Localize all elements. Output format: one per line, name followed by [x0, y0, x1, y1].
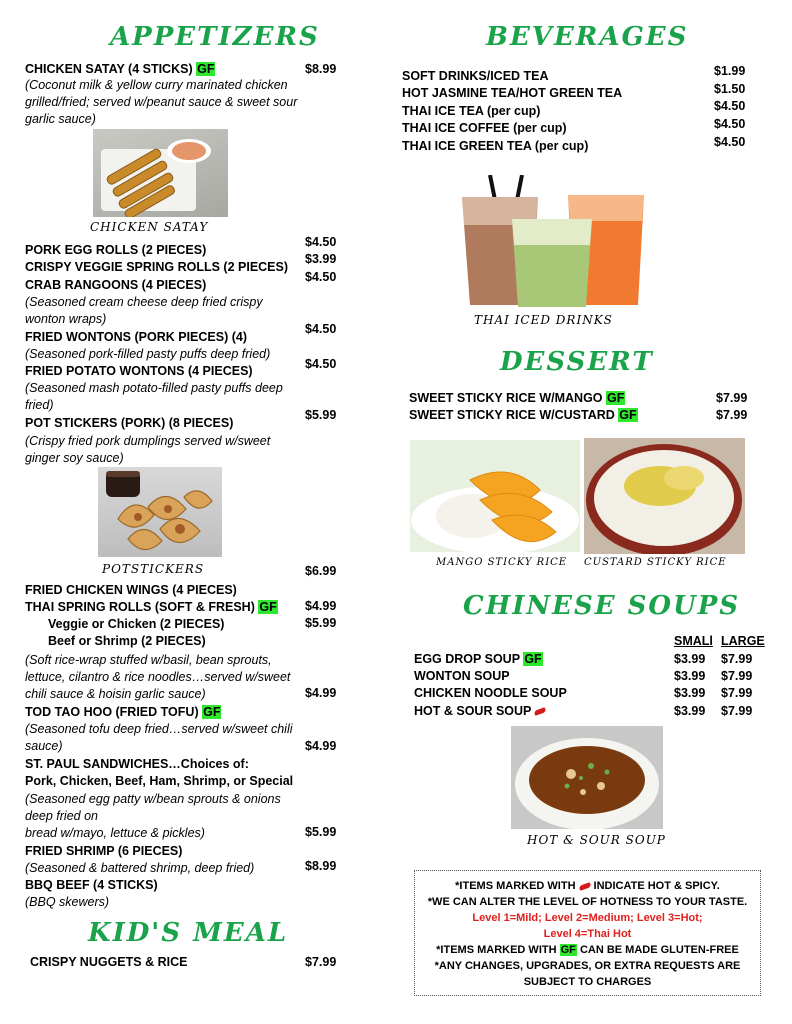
notes-line-spicy: *ITEMS MARKED WITH INDICATE HOT & SPICY.	[455, 880, 720, 892]
st-paul-sandwiches-desc: (Seasoned egg patty w/bean sprouts & onions deep fried on	[25, 792, 281, 823]
potstickers-caption: POTSTICKERS	[102, 562, 205, 576]
beverages-heading: BEVERAGES	[486, 22, 689, 52]
chicken-wings-price: $6.99	[305, 564, 337, 578]
beverage-price: $1.50	[714, 82, 746, 96]
potstickers-photo	[98, 467, 222, 557]
st-paul-sandwiches-choices: Pork, Chicken, Beef, Ham, Shrimp, or Special	[25, 774, 294, 788]
soup-large-price: $7.99	[721, 704, 753, 718]
notes-line-gluten-free: *ITEMS MARKED WITH GF CAN BE MADE GLUTEN-FREE	[436, 944, 739, 956]
fried-wontons-desc: (Seasoned pork-filled pasty puffs deep fried)	[25, 347, 271, 361]
chicken-wings-name: FRIED CHICKEN WINGS (4 PIECES)	[25, 583, 237, 597]
potato-wontons-desc: (Seasoned mash potato-filled pasty puffs deep fried)	[25, 381, 283, 412]
st-paul-sandwiches-price: $4.99	[305, 739, 337, 753]
chicken-satay-desc: (Coconut milk & yellow curry marinated chicken grilled/fried; served w/peanut sauce & sweet sour garlic sauce)	[25, 78, 298, 126]
soup-large-header: LARGE	[721, 634, 765, 648]
chicken-satay-name: CHICKEN SATAY (4 STICKS) GF	[25, 62, 215, 76]
thai-iced-drinks-photo	[460, 175, 646, 307]
beverage-price: $4.50	[714, 117, 746, 131]
soup-small-price: $3.99	[674, 686, 706, 700]
gf-badge: GF	[197, 62, 215, 76]
crispy-nuggets-name: CRISPY NUGGETS & RICE	[30, 955, 188, 969]
st-paul-sandwiches-desc-2: bread w/mayo, lettuce & pickles)	[25, 826, 205, 840]
soup-small-price: $3.99	[674, 669, 706, 683]
veggie-spring-rolls-price: $3.99	[305, 252, 337, 266]
fried-shrimp-desc: (Seasoned & battered shrimp, deep fried)	[25, 861, 255, 875]
crab-rangoons-name: CRAB RANGOONS (4 PIECES)	[25, 278, 207, 292]
notes-line-levels: Level 1=Mild; Level 2=Medium; Level 3=Hot;	[472, 912, 703, 924]
appetizers-heading: APPETIZERS	[110, 22, 320, 52]
fried-shrimp-name: FRIED SHRIMP (6 PIECES)	[25, 844, 183, 858]
crab-rangoons-price: $4.50	[305, 270, 337, 284]
custard-sticky-rice-name: SWEET STICKY RICE W/CUSTARD GF	[409, 408, 637, 422]
st-paul-sandwiches-name: ST. PAUL SANDWICHES…Choices of:	[25, 757, 249, 771]
soup-small-price: $3.99	[674, 652, 706, 666]
bbq-beef-name: BBQ BEEF (4 STICKS)	[25, 878, 158, 892]
gf-badge: GF	[259, 600, 277, 614]
fried-tofu-price: $4.99	[305, 686, 337, 700]
beverage-name: THAI ICE TEA (per cup)	[402, 104, 541, 118]
beverage-name: THAI ICE GREEN TEA (per cup)	[402, 139, 589, 153]
beverage-price: $4.50	[714, 99, 746, 113]
pork-egg-rolls-price: $4.50	[305, 235, 337, 249]
pot-stickers-price: $5.99	[305, 408, 337, 422]
chicken-satay-price: $8.99	[305, 62, 337, 76]
beverage-name: SOFT DRINKS/ICED TEA	[402, 69, 549, 83]
hot-sour-soup-caption: HOT & SOUR SOUP	[527, 833, 666, 847]
notes-line-charges: SUBJECT TO CHARGES	[523, 976, 652, 988]
bbq-beef-price: $8.99	[305, 859, 337, 873]
potato-wontons-name: FRIED POTATO WONTONS (4 PIECES)	[25, 364, 253, 378]
chili-pepper-icon	[578, 882, 591, 891]
beverage-price: $4.50	[714, 135, 746, 149]
custard-sticky-rice-caption: CUSTARD STICKY RICE	[584, 557, 727, 568]
pot-stickers-desc: (Crispy fried pork dumplings served w/sweet ginger soy sauce)	[25, 434, 271, 465]
chili-pepper-icon	[534, 707, 547, 716]
thai-spring-rolls-option-2: Beef or Shrimp (2 PIECES)	[48, 634, 206, 648]
soup-large-price: $7.99	[721, 669, 753, 683]
hot-sour-soup-photo	[511, 726, 663, 829]
chinese-soups-heading: CHINESE SOUPS	[463, 591, 741, 621]
mango-sticky-rice-name: SWEET STICKY RICE W/MANGO GF	[409, 391, 625, 405]
notes-box	[414, 870, 761, 996]
fried-wontons-name: FRIED WONTONS (PORK PIECES) (4)	[25, 330, 248, 344]
custard-sticky-rice-price: $7.99	[716, 408, 748, 422]
notes-line-hotness: *WE CAN ALTER THE LEVEL OF HOTNESS TO YOUR TASTE.	[427, 896, 748, 908]
pork-egg-rolls-name: PORK EGG ROLLS (2 PIECES)	[25, 243, 207, 257]
thai-spring-rolls-name: THAI SPRING ROLLS (SOFT & FRESH) GF	[25, 600, 277, 614]
beverage-name: THAI ICE COFFEE (per cup)	[402, 121, 567, 135]
beverage-name: HOT JASMINE TEA/HOT GREEN TEA	[402, 86, 623, 100]
mango-sticky-rice-caption: MANGO STICKY RICE	[436, 557, 568, 568]
fried-shrimp-price: $5.99	[305, 825, 337, 839]
gf-badge: GF	[203, 705, 221, 719]
bbq-beef-desc: (BBQ skewers)	[25, 895, 110, 909]
gf-badge: GF	[607, 391, 625, 405]
gf-badge: GF	[560, 944, 576, 956]
thai-spring-rolls-option-1: Veggie or Chicken (2 PIECES)	[48, 617, 225, 631]
potato-wontons-price: $4.50	[305, 357, 337, 371]
crab-rangoons-desc: (Seasoned cream cheese deep fried crispy wonton wraps)	[25, 295, 263, 326]
gf-badge: GF	[524, 652, 542, 666]
thai-spring-rolls-price-1: $4.99	[305, 599, 337, 613]
beverage-price: $1.99	[714, 64, 746, 78]
soup-large-price: $7.99	[721, 652, 753, 666]
hot-sour-soup-name: HOT & SOUR SOUP	[414, 703, 549, 720]
fried-tofu-name: TOD TAO HOO (FRIED TOFU) GF	[25, 705, 221, 719]
soup-small-header: SMALl	[674, 634, 713, 648]
chicken-noodle-soup-name: CHICKEN NOODLE SOUP	[414, 686, 567, 700]
thai-iced-drinks-caption: THAI ICED DRINKS	[474, 313, 613, 327]
wonton-soup-name: WONTON SOUP	[414, 669, 510, 683]
soup-small-price: $3.99	[674, 704, 706, 718]
thai-spring-rolls-desc: (Soft rice-wrap stuffed w/basil, bean sprouts, lettuce, cilantro & rice noodles…served w/sweet chili sauce & hoisin garlic sauce)	[25, 653, 291, 701]
chicken-satay-photo	[93, 129, 228, 217]
chicken-satay-caption: CHICKEN SATAY	[90, 220, 209, 234]
mango-sticky-rice-photo	[410, 440, 580, 552]
notes-line-changes: *ANY CHANGES, UPGRADES, OR EXTRA REQUESTS ARE	[434, 960, 741, 972]
gf-badge: GF	[619, 408, 637, 422]
mango-sticky-rice-price: $7.99	[716, 391, 748, 405]
kids-meal-heading: KID'S MEAL	[88, 918, 289, 948]
fried-tofu-desc: (Seasoned tofu deep fried…served w/sweet chili sauce)	[25, 722, 293, 753]
egg-drop-soup-name: EGG DROP SOUP GF	[414, 652, 542, 666]
pot-stickers-name: POT STICKERS (PORK) (8 PIECES)	[25, 416, 234, 430]
veggie-spring-rolls-name: CRISPY VEGGIE SPRING ROLLS (2 PIECES)	[25, 260, 289, 274]
thai-spring-rolls-price-2: $5.99	[305, 616, 337, 630]
crispy-nuggets-price: $7.99	[305, 955, 337, 969]
notes-line-level4: Level 4=Thai Hot	[543, 928, 632, 940]
soup-large-price: $7.99	[721, 686, 753, 700]
fried-wontons-price: $4.50	[305, 322, 337, 336]
custard-sticky-rice-photo	[584, 438, 745, 554]
dessert-heading: DESSERT	[500, 347, 654, 377]
